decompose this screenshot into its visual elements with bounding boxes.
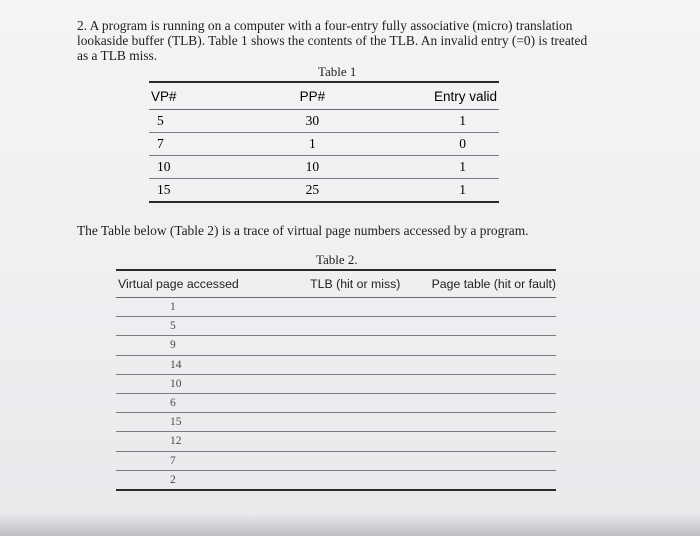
cell-virtual-page: 14 [116, 355, 272, 374]
cell-virtual-page: 2 [116, 470, 272, 490]
cell-page-table [418, 413, 556, 432]
trace-description: The Table below (Table 2) is a trace of virtual page numbers accessed by a program. [77, 223, 529, 238]
table-row [116, 451, 556, 470]
table-row [149, 133, 499, 156]
problem-statement [77, 18, 617, 63]
cell-vp: 15 [149, 179, 252, 203]
cell-tlb [272, 470, 418, 490]
table-row [116, 298, 556, 317]
table-row [116, 374, 556, 393]
cell-tlb [272, 393, 418, 412]
cell-tlb [272, 451, 418, 470]
cell-virtual-page: 7 [116, 451, 272, 470]
cell-pp: 25 [252, 179, 364, 203]
cell-virtual-page: 15 [116, 413, 272, 432]
cell-tlb [272, 317, 418, 336]
problem-line: lookaside buffer (TLB). Table 1 shows the contents of the TLB. An invalid entry (=0) is treated [77, 33, 588, 48]
cell-tlb [272, 336, 418, 355]
cell-tlb [272, 298, 418, 317]
table-row [116, 470, 556, 490]
cell-vp: 10 [149, 156, 252, 179]
table-row [116, 317, 556, 336]
table-row [149, 179, 499, 203]
cell-page-table [418, 298, 556, 317]
table-row [116, 336, 556, 355]
cell-virtual-page: 10 [116, 374, 272, 393]
cell-tlb [272, 413, 418, 432]
problem-line: as a TLB miss. [77, 48, 158, 63]
cell-page-table [418, 451, 556, 470]
cell-pp: 30 [252, 110, 364, 133]
cell-tlb [272, 355, 418, 374]
column-header-entry-valid: Entry valid [365, 82, 499, 110]
cell-virtual-page: 6 [116, 393, 272, 412]
cell-virtual-page: 5 [116, 317, 272, 336]
trace-table [116, 269, 556, 491]
column-header-tlb: TLB (hit or miss) [272, 270, 418, 298]
cell-tlb [272, 432, 418, 451]
table-header-row [116, 270, 556, 298]
column-header-virtual-page: Virtual page accessed [116, 270, 272, 298]
cell-page-table [418, 336, 556, 355]
column-header-pp: PP# [252, 82, 364, 110]
cell-virtual-page: 12 [116, 432, 272, 451]
cell-valid: 0 [365, 133, 499, 156]
table-header-row [149, 82, 499, 110]
cell-virtual-page: 1 [116, 298, 272, 317]
column-header-vp: VP# [149, 82, 252, 110]
cell-page-table [418, 355, 556, 374]
cell-page-table [418, 470, 556, 490]
cell-valid: 1 [365, 156, 499, 179]
table-row [116, 432, 556, 451]
problem-line: 2. A program is running on a computer with a four-entry fully associative (micro) translation [77, 18, 573, 33]
cell-page-table [418, 393, 556, 412]
cell-virtual-page: 9 [116, 336, 272, 355]
table-row [149, 156, 499, 179]
table-row [116, 413, 556, 432]
cell-pp: 1 [252, 133, 364, 156]
table-row [116, 355, 556, 374]
tlb-contents-table [149, 81, 499, 203]
cell-valid: 1 [365, 179, 499, 203]
table-row [149, 110, 499, 133]
page-shadow [0, 514, 700, 536]
cell-page-table [418, 432, 556, 451]
cell-vp: 7 [149, 133, 252, 156]
cell-page-table [418, 374, 556, 393]
cell-pp: 10 [252, 156, 364, 179]
table1-caption: Table 1 [318, 64, 357, 79]
cell-tlb [272, 374, 418, 393]
cell-vp: 5 [149, 110, 252, 133]
column-header-page-table: Page table (hit or fault) [418, 270, 556, 298]
table2-caption: Table 2. [316, 252, 358, 267]
cell-valid: 1 [365, 110, 499, 133]
cell-page-table [418, 317, 556, 336]
table-row [116, 393, 556, 412]
